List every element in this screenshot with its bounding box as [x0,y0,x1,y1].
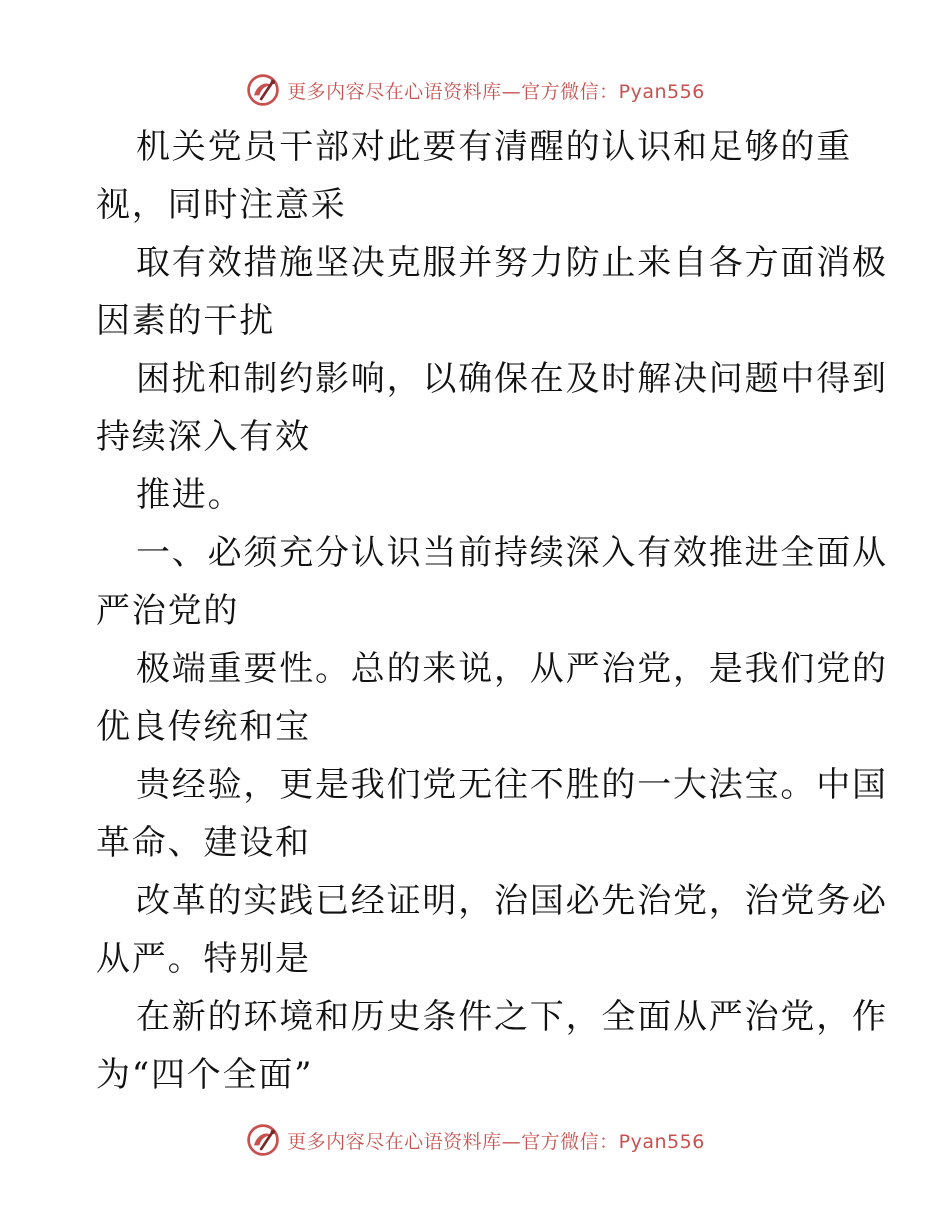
footer-watermark-text [287,1127,705,1154]
text-line: 为“四个全面” [96,1055,314,1095]
red-swirl-logo-icon [245,1122,281,1158]
footer-watermark-banner [0,1120,950,1160]
watermark-wechat: 官方微信：Pyan556 [521,1130,705,1153]
red-swirl-logo-icon [245,72,281,108]
watermark-title: 更多内容尽在心语资料库 [287,1130,502,1153]
watermark-wechat: 官方微信：Pyan556 [521,80,705,103]
text-line: 革命、建设和 [96,823,311,863]
watermark-title: 更多内容尽在心语资料库 [287,80,502,103]
text-line: 优良传统和宝 [96,707,311,747]
text-line: 机关党员干部对此要有清醒的认识和足够的重 [136,127,852,167]
text-line: 贵经验，更是我们党无往不胜的一大法宝。中国 [136,765,888,805]
watermark-separator: — [501,1130,522,1153]
text-line: 推进。 [136,475,244,515]
header-watermark-text [287,77,705,104]
header-watermark-banner [0,70,950,110]
text-line: 在新的环境和历史条件之下，全面从严治党，作 [136,997,888,1037]
text-line: 从严。特别是 [96,939,311,979]
text-line: 取有效措施坚决克服并努力防止来自各方面消极 [136,243,888,283]
watermark-separator: — [501,80,522,103]
text-line: 视，同时注意采 [96,185,347,225]
text-line: 极端重要性。总的来说，从严治党，是我们党的 [136,649,888,689]
text-line: 改革的实践已经证明，治国必先治党，治党务必 [136,881,888,921]
text-line: 持续深入有效 [96,417,311,457]
text-line: 困扰和制约影响，以确保在及时解决问题中得到 [136,359,888,399]
text-line: 严治党的 [96,591,240,631]
text-line: 因素的干扰 [96,301,275,341]
text-line: 一、必须充分认识当前持续深入有效推进全面从 [136,533,888,573]
document-body [96,118,888,1104]
